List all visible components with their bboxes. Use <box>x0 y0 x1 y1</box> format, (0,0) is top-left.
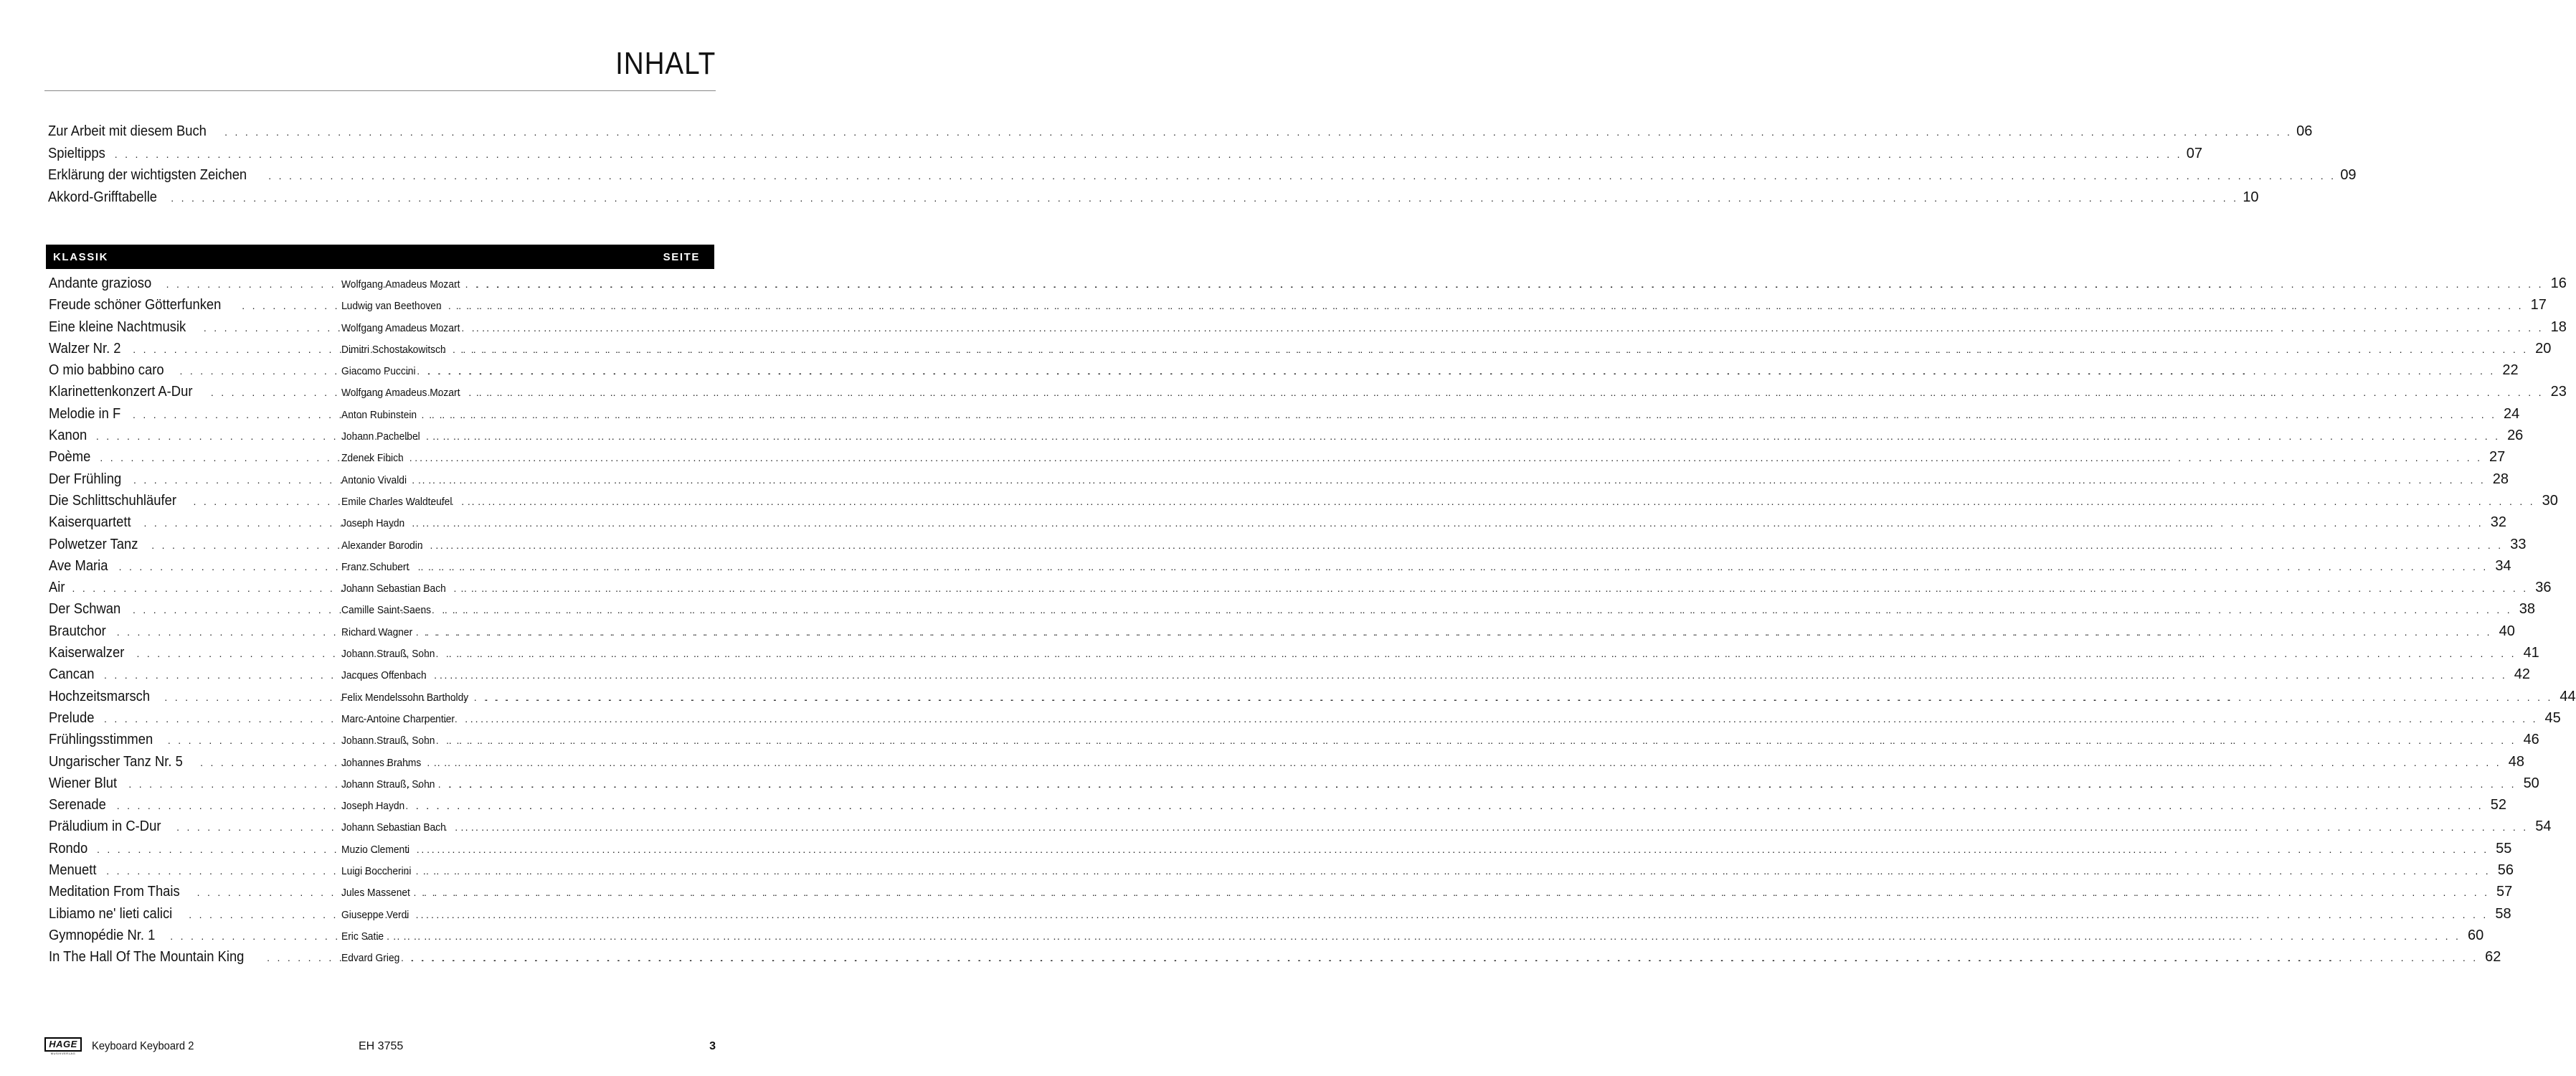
entry-page: 18 <box>2550 318 2567 335</box>
toc-entry[interactable] <box>49 797 2506 818</box>
entry-title: Der Frühling <box>49 471 122 487</box>
entry-title: Serenade <box>49 797 106 813</box>
dot-leader <box>422 887 2489 897</box>
dot-leader <box>393 931 2461 941</box>
entry-title: Polwetzer Tanz <box>49 536 138 552</box>
entry-composer: Johann Sebastian Bach <box>341 582 446 595</box>
entry-page: 40 <box>2499 623 2515 639</box>
toc-entry[interactable] <box>49 862 2514 884</box>
entry-title: Die Schlittschuhläufer <box>49 492 176 509</box>
entry-composer: Eric Satie <box>341 930 384 943</box>
toc-entry[interactable] <box>49 384 2567 405</box>
entry-page: 32 <box>2490 514 2506 531</box>
entry-composer: Franz Schubert <box>341 560 409 573</box>
entry-page: 55 <box>2496 840 2512 856</box>
entry-title: Klarinettenkonzert A-Dur <box>49 384 193 400</box>
entry-composer: Johann Pachelbel <box>341 430 420 443</box>
dot-leader <box>423 866 2491 876</box>
intro-item[interactable] <box>48 167 2357 189</box>
dot-leader <box>418 475 2486 485</box>
entry-page: 17 <box>2530 297 2547 313</box>
entry-page: 46 <box>2523 732 2539 748</box>
toc-entry[interactable] <box>49 645 2539 666</box>
entry-composer: Giacomo Puccini <box>341 365 416 378</box>
intro-item-page: 10 <box>2243 189 2259 205</box>
intro-item-title: Erklärung der wichtigsten Zeichen <box>48 167 247 183</box>
entry-page: 60 <box>2468 927 2484 943</box>
entry-composer: Jules Massenet <box>341 887 410 900</box>
entry-composer: Edvard Grieg <box>341 952 400 965</box>
toc-entry[interactable] <box>49 340 2552 362</box>
dot-leader <box>416 518 2483 528</box>
toc-entry[interactable] <box>49 666 2531 688</box>
dot-leader <box>476 387 2544 397</box>
entry-page: 33 <box>2510 536 2527 552</box>
entry-composer: Alexander Borodin <box>341 539 423 552</box>
toc-entry[interactable] <box>49 405 2520 428</box>
dot-leader <box>115 149 2182 159</box>
entry-composer: Johann Strauß, Sohn <box>341 778 435 791</box>
entry-title: Präludium in C-Dur <box>49 818 161 835</box>
toc-entry[interactable] <box>49 428 2524 449</box>
toc-entry[interactable] <box>49 449 2506 471</box>
dot-leader <box>410 953 2478 963</box>
entry-title: Eine kleine Nachtmusik <box>49 318 186 335</box>
entry-title: Wiener Blut <box>49 775 118 791</box>
entry-page: 22 <box>2502 362 2519 379</box>
entry-page: 20 <box>2535 340 2552 357</box>
dot-leader <box>428 366 2496 376</box>
entry-composer: Antonio Vivaldi <box>341 473 407 486</box>
entry-composer: Wolfgang Amadeus Mozart <box>341 278 460 291</box>
toc-entry[interactable] <box>49 471 2509 493</box>
dot-leader <box>268 171 2336 181</box>
intro-item[interactable] <box>48 123 2313 146</box>
dot-leader <box>435 540 2503 550</box>
entry-composer: Joseph Haydn <box>341 517 405 530</box>
entry-title: Der Schwan <box>49 601 121 618</box>
entry-title: Walzer Nr. 2 <box>49 340 121 357</box>
entry-title: Andante grazioso <box>49 275 152 291</box>
dot-leader <box>449 779 2516 789</box>
toc-entry[interactable] <box>49 318 2567 341</box>
intro-item-page: 07 <box>2186 145 2203 161</box>
toc-entry[interactable] <box>49 623 2515 645</box>
toc-entry[interactable] <box>49 949 2501 971</box>
entry-title: Freude schöner Götterfunken <box>49 297 222 313</box>
entry-page: 42 <box>2514 666 2531 683</box>
dot-leader <box>432 431 2500 441</box>
dot-leader <box>449 648 2516 659</box>
entry-page: 36 <box>2535 580 2552 596</box>
entry-page: 23 <box>2550 384 2567 400</box>
entry-composer: Wolfgang Amadeus Mozart <box>341 387 460 400</box>
toc-entry[interactable] <box>49 492 2558 514</box>
entry-page: 45 <box>2544 709 2561 726</box>
entry-page: 54 <box>2535 818 2552 835</box>
page-footer <box>44 1036 716 1057</box>
toc-entry[interactable] <box>49 884 2513 905</box>
entry-page: 57 <box>2496 884 2513 900</box>
toc-entry[interactable] <box>49 818 2552 840</box>
dot-leader <box>416 801 2483 811</box>
page-title: INHALT <box>615 46 716 81</box>
dot-leader <box>429 410 2496 420</box>
dot-leader <box>470 714 2538 724</box>
entry-page: 30 <box>2542 492 2558 509</box>
entry-composer: Emile Charles Waldteufel <box>341 495 453 508</box>
intro-item-title: Zur Arbeit mit diesem Buch <box>48 123 207 139</box>
entry-title: Libiamo ne' lieti calici <box>49 905 173 922</box>
entry-composer: Felix Mendelssohn Bartholdy <box>341 691 469 704</box>
dot-leader <box>224 127 2292 137</box>
title-divider <box>44 90 716 91</box>
entry-page: 34 <box>2495 557 2511 574</box>
entry-composer: Camille Saint-Saens <box>341 604 432 617</box>
entry-composer: Anton Rubinstein <box>341 408 417 421</box>
entry-page: 28 <box>2492 471 2509 487</box>
dot-leader <box>460 822 2528 832</box>
dot-leader <box>434 758 2501 768</box>
entry-list <box>49 275 2576 971</box>
section-label: KLASSIK <box>53 250 109 263</box>
entry-composer: Giuseppe Verdi <box>341 908 409 921</box>
toc-entry[interactable] <box>49 709 2561 732</box>
book-title: Keyboard Keyboard 2 <box>92 1040 194 1052</box>
entry-title: In The Hall Of The Mountain King <box>49 949 245 966</box>
entry-page: 24 <box>2504 405 2520 422</box>
entry-composer: Johannes Brahms <box>341 756 422 769</box>
dot-leader <box>460 583 2528 593</box>
entry-composer: Richard Wagner <box>341 626 413 638</box>
entry-title: Gymnopédie Nr. 1 <box>49 927 156 943</box>
intro-item[interactable] <box>48 189 2259 212</box>
intro-item-page: 06 <box>2296 123 2313 139</box>
dot-leader <box>425 627 2492 637</box>
entry-title: Ave Maria <box>49 557 108 574</box>
entry-composer: Dimitri Schostakowitsch <box>341 343 446 356</box>
dot-leader <box>456 301 2524 311</box>
dot-leader <box>476 323 2544 333</box>
entry-title: Air <box>49 580 65 596</box>
dot-leader <box>468 496 2535 506</box>
toc-entry[interactable] <box>49 536 2527 558</box>
toc-entry[interactable] <box>49 514 2506 536</box>
toc-entry[interactable] <box>49 275 2567 297</box>
dot-leader <box>476 279 2544 289</box>
entry-title: Kaiserquartett <box>49 514 131 531</box>
entry-composer: Jacques Offenbach <box>341 669 427 682</box>
dot-leader <box>440 670 2507 680</box>
intro-item-title: Spieltipps <box>48 145 105 161</box>
dot-leader <box>415 453 2482 463</box>
toc-entry[interactable] <box>49 362 2519 384</box>
entry-page: 27 <box>2489 449 2506 466</box>
toc-entry[interactable] <box>49 580 2552 601</box>
section-page-label: SEITE <box>663 250 700 263</box>
entry-title: Rondo <box>49 840 88 856</box>
dot-leader <box>421 910 2489 920</box>
entry-page: 44 <box>2560 688 2576 704</box>
entry-page: 58 <box>2495 905 2511 922</box>
intro-item[interactable] <box>48 145 2203 168</box>
entry-title: Ungarischer Tanz Nr. 5 <box>49 753 183 770</box>
entry-page: 50 <box>2523 775 2539 791</box>
entry-title: Poème <box>49 449 91 466</box>
dot-leader <box>460 344 2528 354</box>
entry-page: 56 <box>2497 862 2514 879</box>
entry-title: Meditation From Thais <box>49 884 180 900</box>
toc-entry[interactable] <box>49 601 2535 623</box>
toc-entry[interactable] <box>49 775 2539 797</box>
toc-entry[interactable] <box>49 927 2484 949</box>
dot-leader <box>421 844 2489 854</box>
entry-page: 62 <box>2485 949 2501 966</box>
intro-item-title: Akkord-Grifftabelle <box>48 189 158 205</box>
entry-page: 16 <box>2550 275 2567 291</box>
entry-title: Frühlingsstimmen <box>49 732 153 748</box>
dot-leader <box>445 605 2512 615</box>
toc-entry[interactable] <box>49 688 2576 710</box>
entry-title: Hochzeitsmarsch <box>49 688 151 704</box>
publisher-logo-subtitle: MUSIKVERLAG <box>50 1052 76 1055</box>
toc-entry[interactable] <box>49 732 2539 753</box>
entry-title: Prelude <box>49 709 95 726</box>
publisher-logo: HAGE <box>44 1037 82 1052</box>
toc-entry[interactable] <box>49 557 2511 580</box>
intro-item-page: 09 <box>2340 167 2357 183</box>
entry-composer: Johann Strauß, Sohn <box>341 648 435 661</box>
entry-composer: Muzio Clementi <box>341 843 410 856</box>
toc-entry[interactable] <box>49 905 2511 928</box>
entry-composer: Luigi Boccherini <box>341 865 412 878</box>
section-header-bar <box>46 245 714 269</box>
entry-page: 26 <box>2507 428 2524 444</box>
entry-page: 48 <box>2508 753 2524 770</box>
entry-page: 41 <box>2523 645 2539 661</box>
entry-composer: Marc-Antoine Charpentier <box>341 712 455 725</box>
toc-entry[interactable] <box>49 753 2524 775</box>
entry-page: 52 <box>2490 797 2506 813</box>
entry-composer: Ludwig van Beethoven <box>341 300 442 313</box>
page-number: 3 <box>709 1040 716 1052</box>
toc-entry[interactable] <box>49 297 2547 318</box>
entry-title: O mio babbino caro <box>49 362 164 379</box>
entry-page: 38 <box>2519 601 2535 618</box>
dot-leader <box>421 562 2489 572</box>
entry-title: Kaiserwalzer <box>49 645 125 661</box>
intro-list <box>48 123 2357 211</box>
entry-composer: Wolfgang Amadeus Mozart <box>341 321 460 334</box>
entry-composer: Joseph Haydn <box>341 800 405 813</box>
entry-composer: Zdenek Fibich <box>341 452 404 465</box>
entry-title: Brautchor <box>49 623 106 639</box>
toc-entry[interactable] <box>49 840 2512 862</box>
entry-composer: Johann Strauß, Sohn <box>341 735 435 747</box>
entry-title: Melodie in F <box>49 405 121 422</box>
entry-title: Menuett <box>49 862 97 879</box>
dot-leader <box>171 193 2238 203</box>
entry-composer: Johann Sebastian Bach <box>341 821 446 834</box>
dot-leader <box>486 692 2553 702</box>
entry-title: Cancan <box>49 666 95 683</box>
dot-leader <box>449 735 2516 745</box>
catalog-code: EH 3755 <box>359 1040 404 1052</box>
entry-title: Kanon <box>49 428 87 444</box>
